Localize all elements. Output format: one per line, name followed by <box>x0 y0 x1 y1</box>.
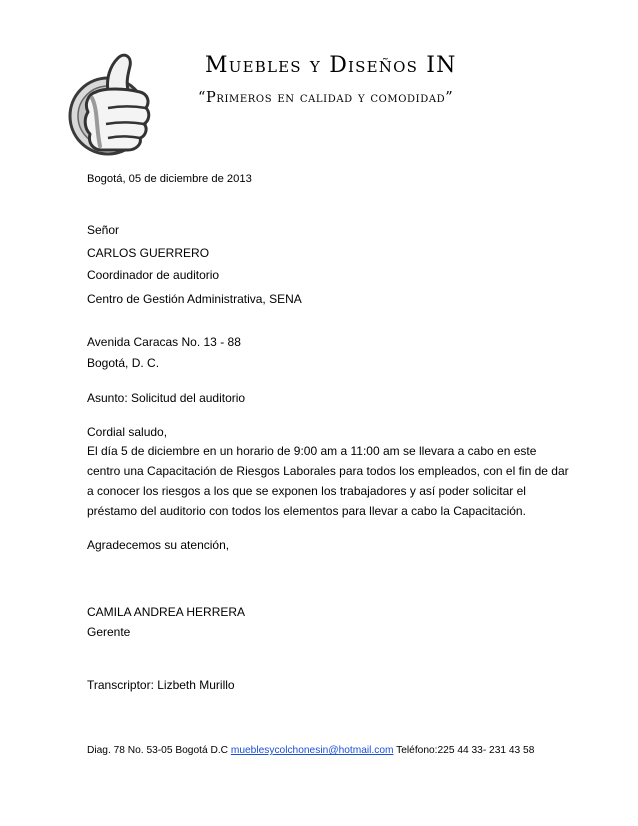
transcriptor-line: Transcriptor: Lizbeth Murillo <box>87 678 235 692</box>
thumbs-up-icon <box>60 48 170 160</box>
recipient-role: Coordinador de auditorio <box>87 268 220 282</box>
body-line: a conocer los riesgos a los que se exponen los trabajadores y así poder solicitar el <box>87 484 526 498</box>
letter-greeting: Cordial saludo, <box>87 425 168 439</box>
address-line-2: Bogotá, D. C. <box>87 356 160 370</box>
footer-email-link[interactable]: mueblesycolchonesin@hotmail.com <box>230 745 394 756</box>
letter-subject: Asunto: Solicitud del auditorio <box>87 391 246 405</box>
letter-date: Bogotá, 05 de diciembre de 2013 <box>87 173 252 185</box>
company-slogan: “Primeros en calidad y comodidad” <box>198 90 454 106</box>
footer-phone: Teléfono:225 44 33- 231 43 58 <box>393 745 535 756</box>
signer-role: Gerente <box>87 625 131 639</box>
recipient-organization: Centro de Gestión Administrativa, SENA <box>87 292 302 306</box>
letter-closing: Agradecemos su atención, <box>87 538 230 552</box>
body-line: préstamo del auditorio con todos los elementos para llevar a cabo la Capacitación. <box>87 504 526 518</box>
company-name: Muebles y Diseños IN <box>205 53 457 78</box>
recipient-name: CARLOS GUERRERO <box>87 246 210 260</box>
body-line: centro una Capacitación de Riesgos Laborales para todos los empleados, con el fin de dar <box>87 464 569 478</box>
footer-address: Diag. 78 No. 53-05 Bogotá D.C <box>87 745 231 756</box>
body-line: El día 5 de diciembre en un horario de 9:00 am a 11:00 am se llevara a cabo en este <box>87 444 537 458</box>
footer <box>87 745 534 756</box>
address-line-1: Avenida Caracas No. 13 - 88 <box>87 335 241 349</box>
signer-name: CAMILA ANDREA HERRERA <box>87 605 246 619</box>
salutation-title: Señor <box>87 223 120 237</box>
